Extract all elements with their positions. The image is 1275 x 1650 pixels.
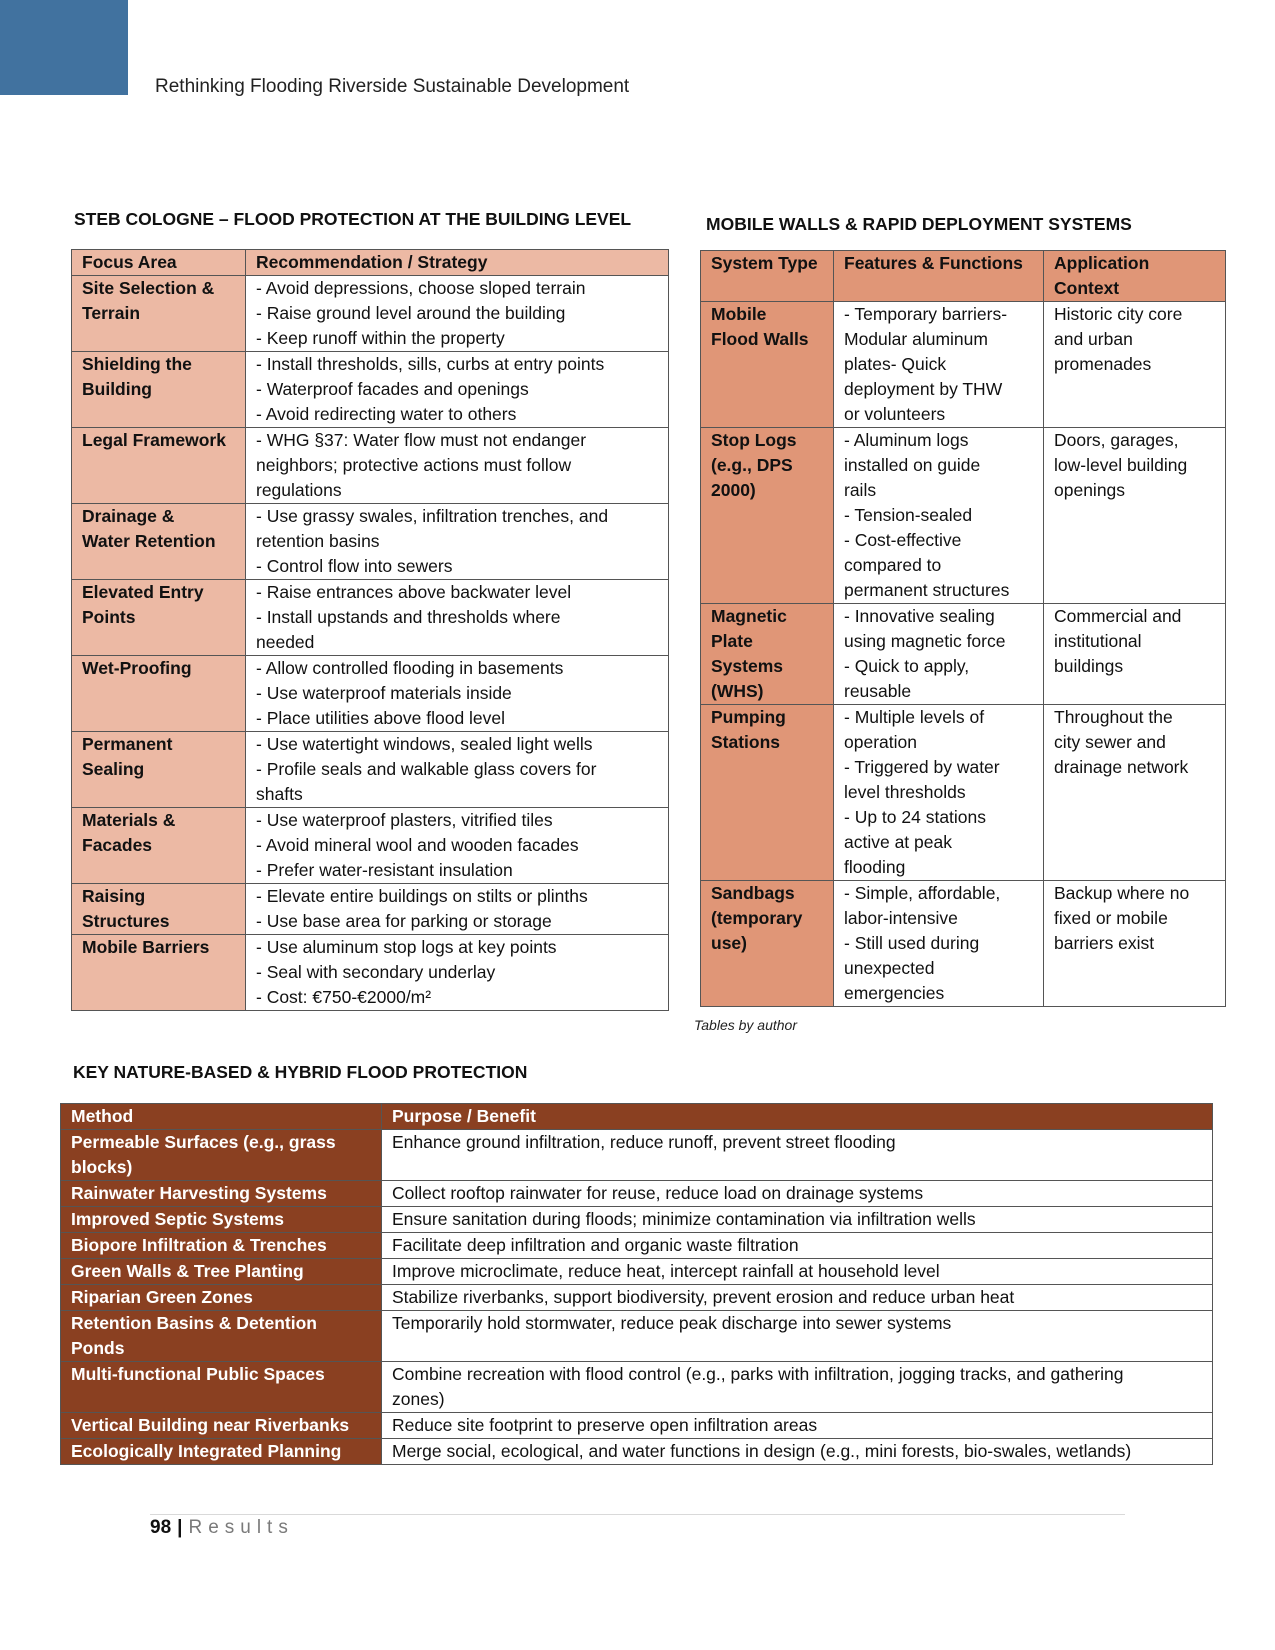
cell-line: needed [256,632,315,652]
features-cell [834,705,1044,881]
table-row [72,276,669,352]
system-type-cell [701,604,834,705]
cell-line: rails [844,480,877,500]
cell-line: - Prefer water-resistant insulation [256,860,513,880]
context-cell [1044,302,1226,428]
cell-line: unexpected [844,958,935,978]
cell-line: Stations [711,732,781,752]
benefit-cell [382,1311,1213,1362]
cell-line: (WHS) [711,681,764,701]
cell-line: Plate [711,631,753,651]
table-row [701,881,1226,1007]
cell-line: Features & Functions [844,253,1023,273]
cell-line: installed on guide [844,455,981,475]
table-row [61,1130,1213,1181]
cell-line: Green Walls & Tree Planting [71,1261,304,1281]
cell-line: - Use waterproof plasters, vitrified tiles [256,810,553,830]
cell-line: Terrain [82,303,141,323]
cell-line: - Use grassy swales, infiltration trenches, and [256,506,609,526]
header-cell: Recommendation / Strategy [246,250,669,276]
cell-line: promenades [1054,354,1152,374]
cell-line: - Use waterproof materials inside [256,683,512,703]
cell-line: Context [1054,278,1120,298]
cell-line: Magnetic [711,606,787,626]
cell-line: - Use aluminum stop logs at key points [256,937,557,957]
focus-area-cell [72,656,246,732]
cell-line: Points [82,607,136,627]
cell-line: Site Selection & [82,278,215,298]
focus-area-cell [72,276,246,352]
cell-line: - Simple, affordable, [844,883,1001,903]
method-cell [61,1207,382,1233]
steb-cologne-table [71,249,669,1011]
focus-area-cell [72,428,246,504]
cell-line: - Raise entrances above backwater level [256,582,572,602]
cell-line: - Control flow into sewers [256,556,453,576]
recommendation-cell [246,656,669,732]
system-type-cell [701,302,834,428]
cell-line: Wet-Proofing [82,658,192,678]
benefit-cell [382,1233,1213,1259]
cell-line: Drainage & [82,506,175,526]
cell-line: Combine recreation with flood control (e.g., parks with infiltration, jogging tracks, and gathering [392,1364,1124,1384]
cell-line: Throughout the [1054,707,1173,727]
focus-area-cell [72,732,246,808]
cell-line: city sewer and [1054,732,1166,752]
cell-line: zones) [392,1389,445,1409]
table3-title: KEY NATURE-BASED & HYBRID FLOOD PROTECTION [73,1062,528,1082]
features-cell [834,428,1044,604]
page-number: 98 [150,1517,172,1538]
cell-line: - Avoid mineral wool and wooden facades [256,835,579,855]
cell-line: Application [1054,253,1150,273]
header-cell: Focus Area [72,250,246,276]
table-row [72,580,669,656]
focus-area-cell [72,935,246,1011]
cell-line: - Quick to apply, [844,656,970,676]
table-row [61,1439,1213,1465]
cell-line: Stabilize riverbanks, support biodiversity, prevent erosion and reduce urban heat [392,1287,1015,1307]
cell-line: plates- Quick [844,354,947,374]
benefit-cell [382,1207,1213,1233]
method-cell [61,1181,382,1207]
cell-line: Biopore Infiltration & Trenches [71,1235,327,1255]
cell-line: Shielding the [82,354,192,374]
cell-line: Flood Walls [711,329,809,349]
cell-line: - Cost-effective [844,530,962,550]
recommendation-cell [246,732,669,808]
cell-line: Legal Framework [82,430,226,450]
cell-line: Mobile Barriers [82,937,210,957]
table-row [61,1285,1213,1311]
method-cell [61,1311,382,1362]
cell-line: using magnetic force [844,631,1006,651]
cell-line: - Elevate entire buildings on stilts or plinths [256,886,588,906]
method-cell [61,1413,382,1439]
cell-line: - Raise ground level around the building [256,303,566,323]
cell-line: reusable [844,681,912,701]
system-type-cell [701,881,834,1007]
cell-line: - Triggered by water [844,757,1000,777]
cell-line: - Still used during [844,933,980,953]
cell-line: - Allow controlled flooding in basements [256,658,564,678]
recommendation-cell [246,580,669,656]
recommendation-cell [246,428,669,504]
table-row [72,656,669,732]
cell-line: Ensure sanitation during floods; minimize contamination via infiltration wells [392,1209,976,1229]
cell-line: Stop Logs [711,430,797,450]
method-cell [61,1362,382,1413]
table2-title: MOBILE WALLS & RAPID DEPLOYMENT SYSTEMS [706,214,1132,234]
section-name: Results [188,1517,294,1538]
cell-line: Multi-functional Public Spaces [71,1364,325,1384]
focus-area-cell [72,808,246,884]
cell-line: Ponds [71,1338,125,1358]
cell-line: - Keep runoff within the property [256,328,505,348]
features-cell [834,604,1044,705]
nature-based-table [60,1103,1213,1465]
header-accent-block [0,0,128,95]
cell-line: (e.g., DPS [711,455,793,475]
features-cell [834,302,1044,428]
table-header-row [72,250,669,276]
cell-line: - Seal with secondary underlay [256,962,496,982]
tables-caption: Tables by author [694,1017,797,1033]
table-row [72,935,669,1011]
cell-line: Facilitate deep infiltration and organic waste filtration [392,1235,799,1255]
header-cell: Method [61,1104,382,1130]
table-row [72,808,669,884]
cell-line: - Profile seals and walkable glass covers for [256,759,597,779]
running-header: Rethinking Flooding Riverside Sustainable Development [155,76,630,97]
table-row [61,1259,1213,1285]
cell-line: Merge social, ecological, and water functions in design (e.g., mini forests, bio-swales, wetlands) [392,1441,1132,1461]
cell-line: - WHG §37: Water flow must not endanger [256,430,587,450]
header-cell [1044,251,1226,302]
method-cell [61,1285,382,1311]
method-cell [61,1233,382,1259]
cell-line: level thresholds [844,782,966,802]
table-row [701,428,1226,604]
table1-title: STEB COLOGNE – FLOOD PROTECTION AT THE BUILDING LEVEL [74,209,632,229]
focus-area-cell [72,504,246,580]
context-cell [1044,604,1226,705]
benefit-cell [382,1362,1213,1413]
cell-line: drainage network [1054,757,1189,777]
table-row [701,705,1226,881]
method-cell [61,1439,382,1465]
cell-line: permanent structures [844,580,1010,600]
context-cell [1044,705,1226,881]
benefit-cell [382,1181,1213,1207]
cell-line: or volunteers [844,404,946,424]
cell-line: retention basins [256,531,380,551]
cell-line: low-level building [1054,455,1188,475]
cell-line: Reduce site footprint to preserve open infiltration areas [392,1415,818,1435]
cell-line: shafts [256,784,303,804]
table-row [61,1233,1213,1259]
system-type-cell [701,705,834,881]
table-row [72,732,669,808]
cell-line: Mobile [711,304,767,324]
cell-line: - Use base area for parking or storage [256,911,552,931]
cell-line: - Multiple levels of [844,707,985,727]
table-row [72,428,669,504]
cell-line: Systems [711,656,783,676]
context-cell [1044,881,1226,1007]
cell-line: Permanent [82,734,173,754]
system-type-cell [701,428,834,604]
table-row [72,504,669,580]
header-cell: Purpose / Benefit [382,1104,1213,1130]
benefit-cell [382,1130,1213,1181]
cell-line: operation [844,732,917,752]
cell-line: compared to [844,555,942,575]
cell-line: Historic city core [1054,304,1183,324]
benefit-cell [382,1285,1213,1311]
method-cell [61,1130,382,1181]
table-row [72,352,669,428]
cell-line: - Waterproof facades and openings [256,379,529,399]
mobile-walls-table [700,250,1226,1007]
cell-line: fixed or mobile [1054,908,1168,928]
table-row [61,1362,1213,1413]
cell-line: blocks) [71,1157,133,1177]
table-header-row [61,1104,1213,1130]
cell-line: Improved Septic Systems [71,1209,284,1229]
table-row [61,1311,1213,1362]
cell-line: openings [1054,480,1126,500]
recommendation-cell [246,276,669,352]
cell-line: barriers exist [1054,933,1155,953]
recommendation-cell [246,808,669,884]
cell-line: Retention Basins & Detention [71,1313,317,1333]
cell-line: Facades [82,835,153,855]
cell-line: use) [711,933,747,953]
cell-line: 2000) [711,480,756,500]
cell-line: (temporary [711,908,803,928]
cell-line: Permeable Surfaces (e.g., grass [71,1132,336,1152]
cell-line: Collect rooftop rainwater for reuse, reduce load on drainage systems [392,1183,924,1203]
table-header-row [701,251,1226,302]
cell-line: - Innovative sealing [844,606,995,626]
cell-line: Doors, garages, [1054,430,1179,450]
cell-line: - Install thresholds, sills, curbs at entry points [256,354,605,374]
cell-line: emergencies [844,983,945,1003]
cell-line: neighbors; protective actions must follow [256,455,572,475]
table-row [61,1413,1213,1439]
cell-line: Materials & [82,810,176,830]
context-cell [1044,428,1226,604]
cell-line: Building [82,379,152,399]
cell-line: - Tension-sealed [844,505,973,525]
cell-line: flooding [844,857,906,877]
cell-line: - Up to 24 stations [844,807,987,827]
cell-line: Riparian Green Zones [71,1287,253,1307]
cell-line: Enhance ground infiltration, reduce runoff, prevent street flooding [392,1132,896,1152]
focus-area-cell [72,580,246,656]
cell-line: labor-intensive [844,908,958,928]
features-cell [834,881,1044,1007]
recommendation-cell [246,352,669,428]
method-cell [61,1259,382,1285]
benefit-cell [382,1413,1213,1439]
table-row [701,302,1226,428]
cell-line: Sealing [82,759,145,779]
cell-line: - Aluminum logs [844,430,969,450]
table-row [701,604,1226,705]
table-row [61,1207,1213,1233]
cell-line: Temporarily hold stormwater, reduce peak discharge into sewer systems [392,1313,952,1333]
cell-line: System Type [711,253,818,273]
cell-line: Sandbags [711,883,795,903]
cell-line: Vertical Building near Riverbanks [71,1415,350,1435]
footer-separator: | [177,1517,183,1538]
cell-line: Pumping [711,707,786,727]
focus-area-cell [72,352,246,428]
cell-line: and urban [1054,329,1133,349]
header-cell [701,251,834,302]
cell-line: Improve microclimate, reduce heat, intercept rainfall at household level [392,1261,940,1281]
cell-line: buildings [1054,656,1124,676]
cell-line: institutional [1054,631,1142,651]
cell-line: - Avoid redirecting water to others [256,404,517,424]
recommendation-cell [246,884,669,935]
cell-line: regulations [256,480,342,500]
cell-line: Ecologically Integrated Planning [71,1441,342,1461]
page-footer [150,1517,294,1539]
cell-line: Raising [82,886,146,906]
cell-line: deployment by THW [844,379,1003,399]
benefit-cell [382,1259,1213,1285]
cell-line: Elevated Entry [82,582,204,602]
focus-area-cell [72,884,246,935]
cell-line: Modular aluminum [844,329,988,349]
header-cell [834,251,1044,302]
cell-line: Water Retention [82,531,216,551]
cell-line: Rainwater Harvesting Systems [71,1183,327,1203]
cell-line: Backup where no [1054,883,1190,903]
cell-line: - Use watertight windows, sealed light wells [256,734,593,754]
cell-line: - Place utilities above flood level [256,708,506,728]
cell-line: Commercial and [1054,606,1182,626]
cell-line: - Install upstands and thresholds where [256,607,561,627]
benefit-cell [382,1439,1213,1465]
recommendation-cell [246,935,669,1011]
table-row [72,884,669,935]
cell-line: Structures [82,911,170,931]
cell-line: - Avoid depressions, choose sloped terrain [256,278,586,298]
footer-rule [150,1514,1125,1515]
cell-line: active at peak [844,832,952,852]
table-row [61,1181,1213,1207]
recommendation-cell [246,504,669,580]
cell-line: - Temporary barriers- [844,304,1008,324]
cell-line: - Cost: €750-€2000/m² [256,987,432,1007]
